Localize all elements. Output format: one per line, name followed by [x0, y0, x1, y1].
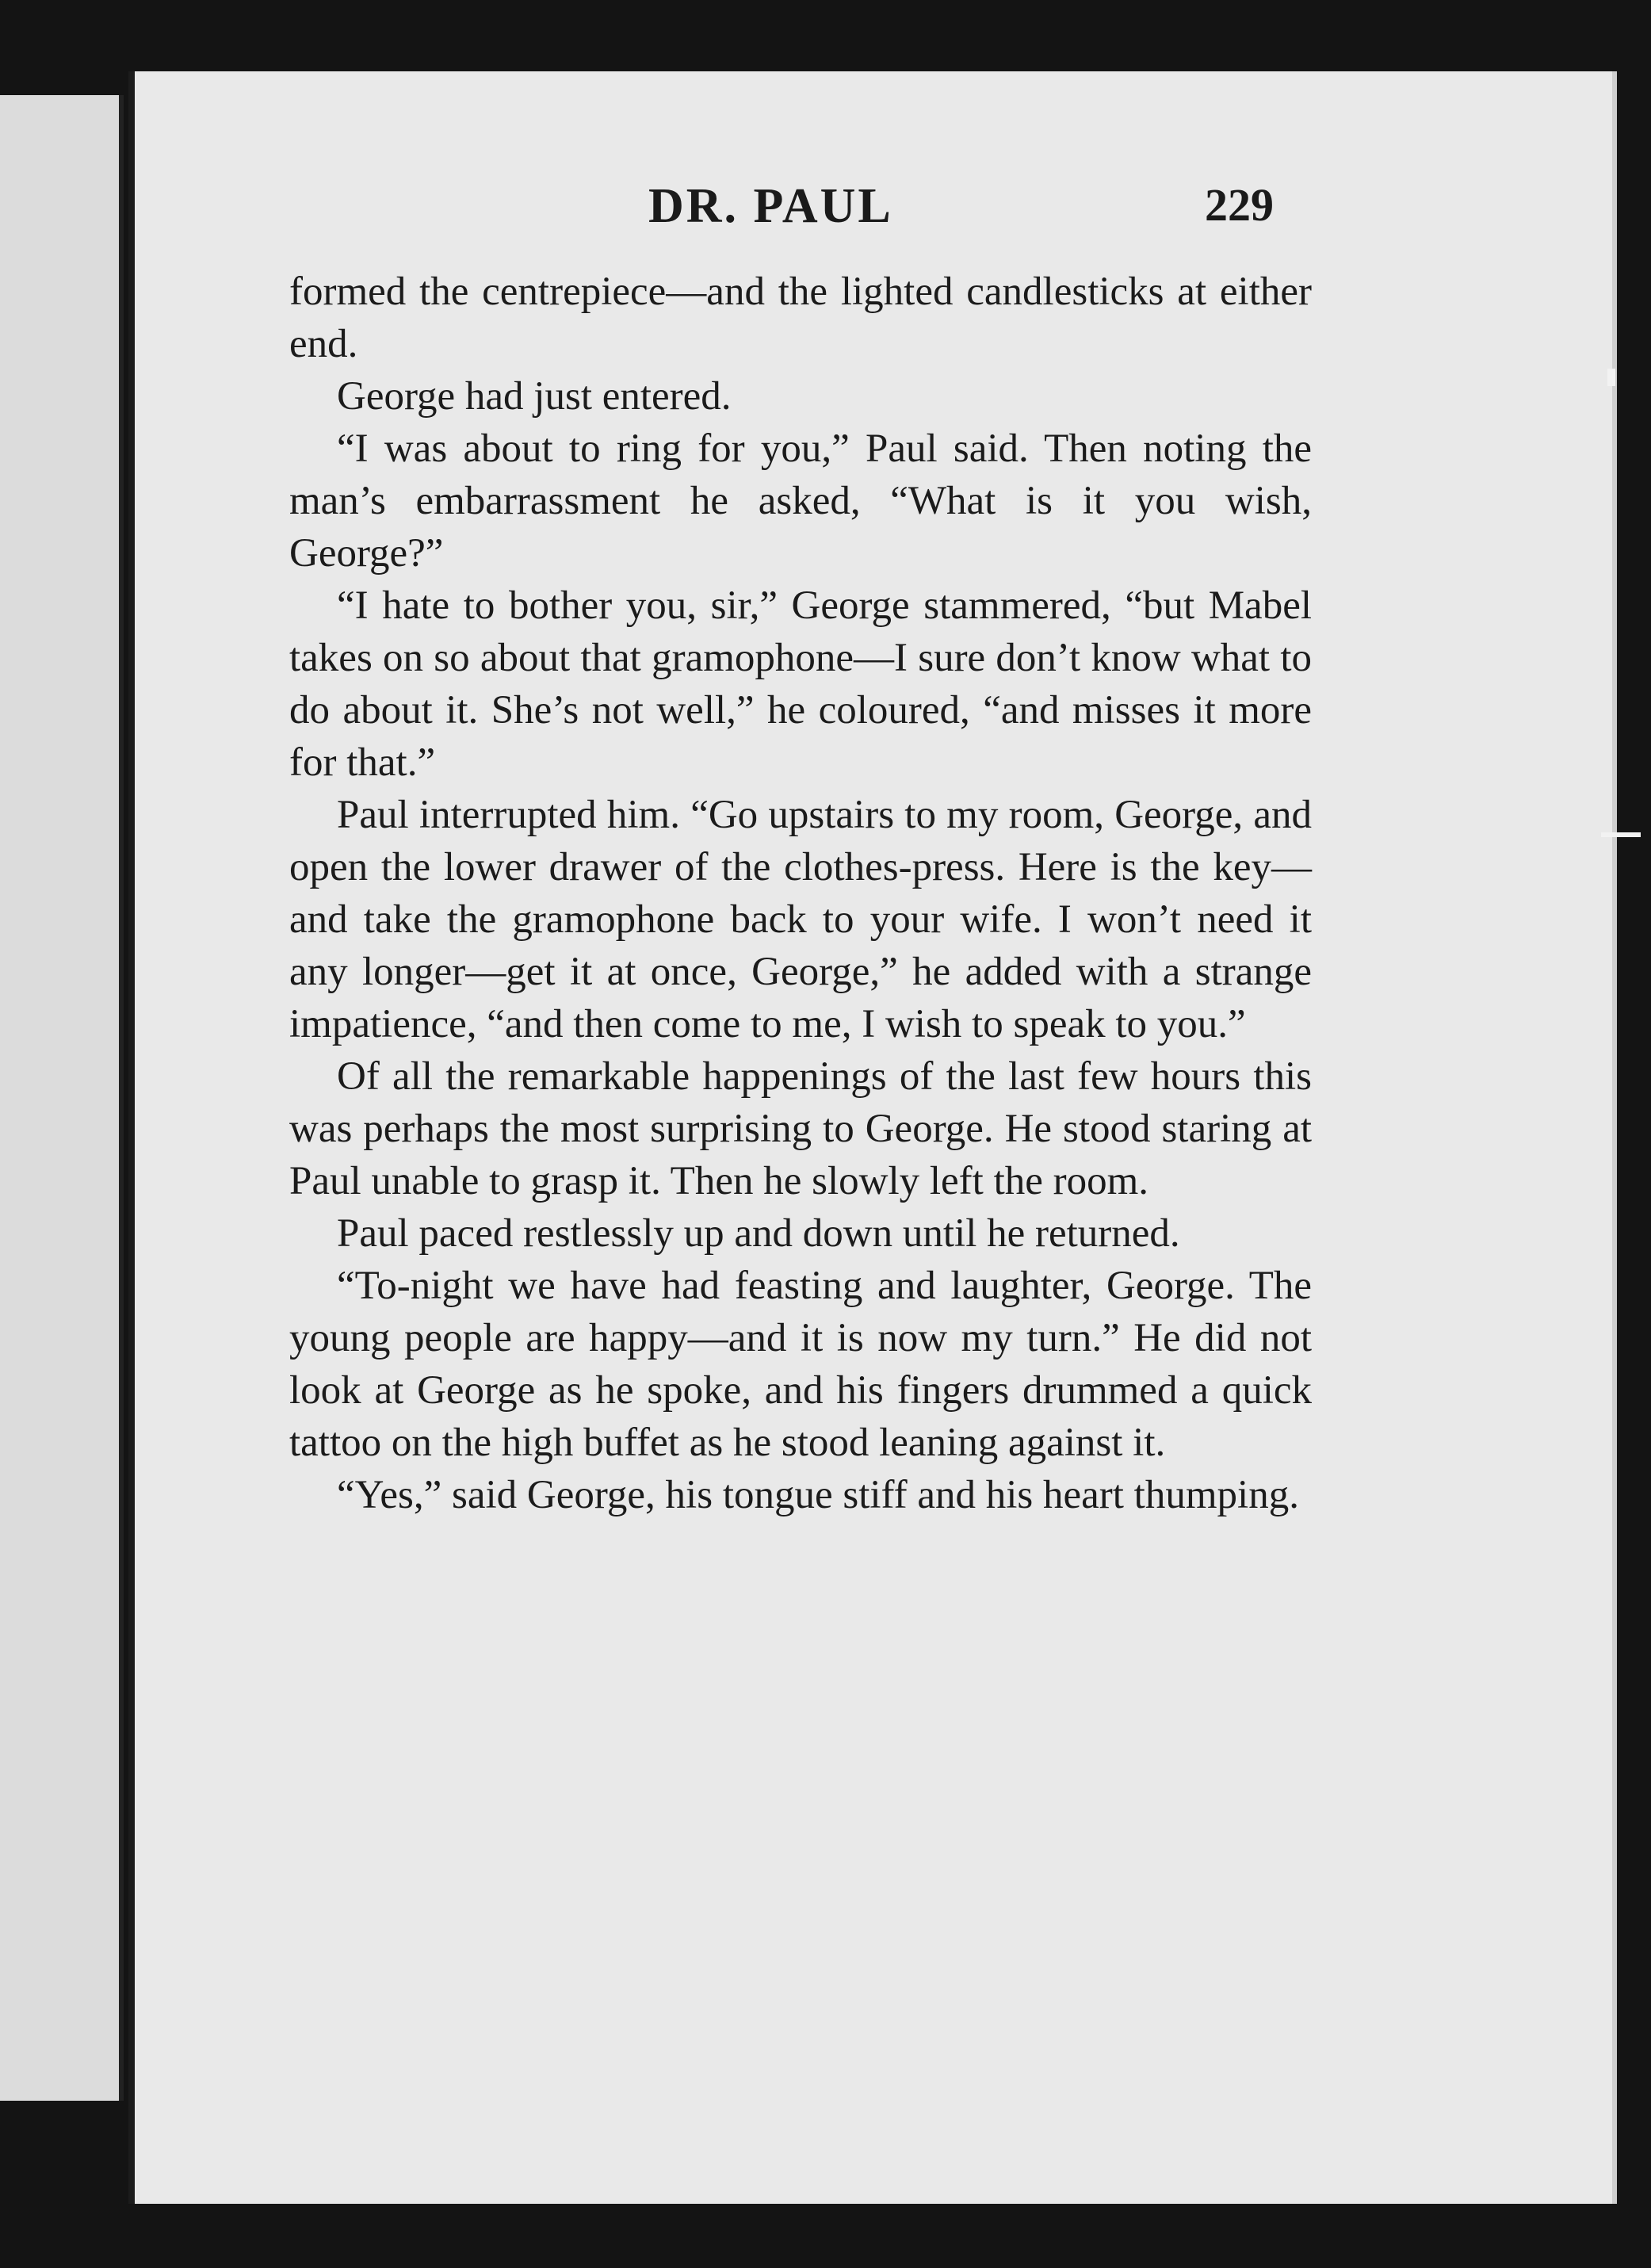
scan-speck: [1607, 369, 1615, 386]
paragraph: formed the centrepiece—and the lighted candlesticks at either end.: [289, 270, 1312, 366]
page-number: 229: [1205, 179, 1274, 231]
paragraph: Of all the remarkable happenings of the last few hours this was perhaps the most surprising to George. He stood staring at Paul unable to grasp it. Then he slowly left the room.: [289, 1054, 1312, 1203]
page-body: [289, 266, 1312, 1521]
paragraph: George had just entered.: [337, 374, 732, 419]
page-header: [135, 178, 1617, 250]
book-page: [128, 71, 1617, 2204]
scan-speck: [1601, 832, 1641, 837]
paragraph: “I hate to bother you, sir,” George stammered, “but Mabel takes on so about that gramophone—I sure don’t know what to do about it. She’s not well,” he coloured, “and misses it more for that.”: [289, 583, 1312, 785]
previous-page-edge: [0, 95, 124, 2101]
paragraph: “I was about to ring for you,” Paul said. Then noting the man’s embarrassment he asked, “What is it you wish, George?”: [289, 426, 1312, 576]
running-title: DR. PAUL: [648, 179, 893, 233]
paragraph: “To-night we have had feasting and laughter, George. The young people are happy—and it is now my turn.” He did not look at George as he spoke, and his fingers drummed a quick tattoo on the high buffet as he stood leaning against it.: [289, 1264, 1312, 1465]
paragraph: Paul paced restlessly up and down until he returned.: [337, 1211, 1180, 1256]
paragraph: “Yes,” said George, his tongue stiff and his heart thumping.: [337, 1473, 1299, 1517]
paragraph: Paul interrupted him. “Go upstairs to my room, George, and open the lower drawer of the clothes-press. Here is the key—and take the gramophone back to your wife. I won’t need it any longer—get it at once, George,” he added with a strange impatience, “and then come to me, I wish to speak to you.”: [289, 793, 1312, 1046]
